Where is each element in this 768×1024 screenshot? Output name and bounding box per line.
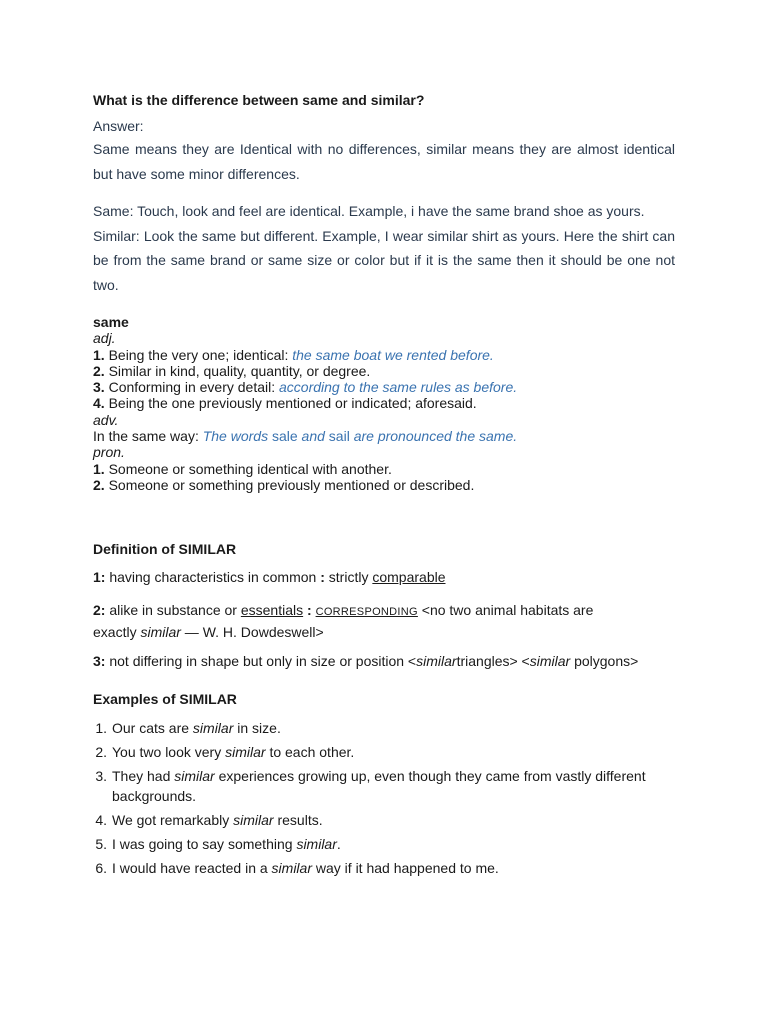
list-item: 1. Our cats are similar in size.: [95, 720, 281, 736]
answer-paragraph: Same means they are Identical with no differences, similar means they are almost identical but have some minor differences.: [93, 141, 675, 182]
similar-definition-heading: Definition of SIMILAR: [93, 541, 237, 557]
examples-paragraph: [93, 199, 675, 297]
adv-definition: In the same way: The words sale and sail are pronounced the same.: [93, 428, 518, 445]
list-item: 6. I would have reacted in a similar way if it had happened to me.: [95, 860, 499, 876]
list-item: 3. They had similar experiences growing up, even though they came from vastly different backgrounds.: [95, 768, 646, 804]
pos-pronoun: pron.: [93, 444, 125, 461]
similar-sense-1: 1: having characteristics in common : strictly comparable: [93, 569, 446, 585]
pron-definition: 1. Someone or something identical with another.: [93, 460, 392, 477]
list-item: 5. I was going to say something similar.: [95, 836, 341, 852]
pos-adjective: adj.: [93, 330, 116, 347]
similar-examples-heading: Examples of SIMILAR: [93, 691, 237, 707]
similar-sense-3: 3: not differing in shape but only in size or position <similartriangles> <similar polygons>: [93, 653, 639, 669]
list-item: 4. We got remarkably similar results.: [95, 812, 323, 828]
dictionary-entry-same: [93, 314, 517, 493]
answer-label: Answer:: [93, 118, 144, 134]
similar-sense-2: 2: alike in substance or essentials : CORRESPONDING <no two animal habitats are exactly similar — W. H. Dowdeswell>: [93, 602, 594, 640]
adj-definition: 2. Similar in kind, quality, quantity, or degree.: [93, 362, 371, 379]
same-explanation: Same: Touch, look and feel are identical. Example, i have the same brand shoe as yours.: [93, 203, 645, 219]
adj-definition: 1. Being the very one; identical: the same boat we rented before.: [93, 346, 494, 363]
adj-definition: 3. Conforming in every detail: according to the same rules as before.: [93, 379, 518, 396]
headword: same: [93, 314, 129, 330]
comparable-link[interactable]: comparable: [372, 569, 446, 585]
similar-explanation: Similar: Look the same but different. Example, I wear similar shirt as yours. Here the shirt can be from the same brand or same size or color but if it is the same then it should be one not two.: [93, 227, 675, 293]
adj-definition: 4. Being the one previously mentioned or indicated; aforesaid.: [93, 395, 477, 412]
pron-definition: 2. Someone or something previously mentioned or described.: [93, 476, 475, 493]
question-heading: What is the difference between same and similar?: [93, 92, 425, 108]
examples-list: [93, 718, 675, 882]
essentials-link[interactable]: essentials: [240, 602, 304, 618]
list-item: 2. You two look very similar to each other.: [95, 744, 355, 760]
pos-adverb: adv.: [93, 411, 119, 428]
corresponding-link[interactable]: CORRESPONDING: [315, 606, 418, 618]
